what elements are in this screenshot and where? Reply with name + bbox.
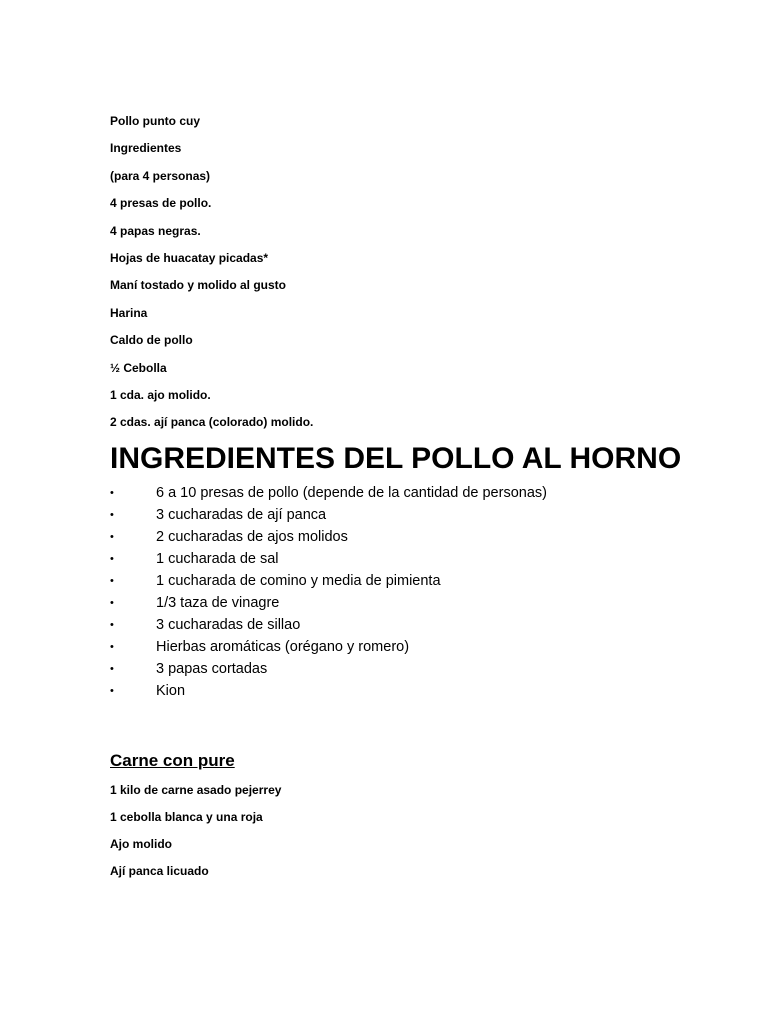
- list-item: [110, 680, 710, 702]
- section-heading: INGREDIENTES DEL POLLO AL HORNO: [110, 442, 682, 476]
- ingredient-line: ½ Cebolla: [110, 360, 167, 375]
- ingredient-line: Ajo molido: [110, 837, 172, 852]
- list-item: [110, 570, 710, 592]
- ingredient-line: 2 cdas. ají panca (colorado) molido.: [110, 415, 314, 430]
- list-item-text: Hierbas aromáticas (orégano y romero): [156, 639, 410, 656]
- recipe-title: Pollo punto cuy: [110, 114, 200, 128]
- ingredient-line: 1 cda. ajo molido.: [110, 387, 211, 402]
- ingredient-line: Hojas de huacatay picadas*: [110, 250, 269, 265]
- bullet-icon: •: [110, 553, 114, 566]
- bullet-icon: •: [110, 641, 114, 654]
- ingredient-line: 1 cebolla blanca y una roja: [110, 810, 263, 825]
- list-item: [110, 592, 710, 614]
- bullet-icon: •: [110, 487, 114, 500]
- ingredient-line: 4 presas de pollo.: [110, 196, 212, 211]
- list-item-text: 1 cucharada de sal: [156, 551, 279, 568]
- list-item: [110, 482, 710, 504]
- bullet-list: [110, 482, 710, 702]
- list-item-text: 2 cucharadas de ajos molidos: [156, 529, 348, 546]
- list-item-text: Kion: [156, 683, 186, 700]
- list-item: [110, 614, 710, 636]
- ingredient-line: Maní tostado y molido al gusto: [110, 278, 287, 293]
- ingredient-line: Ají panca licuado: [110, 864, 209, 879]
- document-page: [110, 113, 710, 890]
- list-item-text: 1/3 taza de vinagre: [156, 595, 280, 612]
- list-item: [110, 548, 710, 570]
- bullet-icon: •: [110, 575, 114, 588]
- list-item-text: 1 cucharada de comino y media de pimienta: [156, 573, 441, 590]
- ingredient-line: Caldo de pollo: [110, 333, 193, 348]
- list-item-text: 3 cucharadas de sillao: [156, 617, 301, 634]
- bullet-icon: •: [110, 531, 114, 544]
- ingredient-line: 4 papas negras.: [110, 223, 201, 238]
- ingredient-line: 1 kilo de carne asado pejerrey: [110, 783, 282, 798]
- list-item: [110, 504, 710, 526]
- list-item-text: 3 cucharadas de ají panca: [156, 507, 327, 524]
- bullet-icon: •: [110, 597, 114, 610]
- list-item-text: 6 a 10 presas de pollo (depende de la cantidad de personas): [156, 485, 547, 502]
- list-item-text: 3 papas cortadas: [156, 661, 268, 678]
- servings-note: (para 4 personas): [110, 168, 211, 183]
- subsection-heading: Carne con pure: [110, 751, 235, 771]
- list-item: [110, 636, 710, 658]
- bullet-icon: •: [110, 685, 114, 698]
- ingredients-label: Ingredientes: [110, 141, 182, 156]
- bullet-icon: •: [110, 663, 114, 676]
- bullet-icon: •: [110, 509, 114, 522]
- ingredient-line: Harina: [110, 305, 148, 320]
- list-item: [110, 658, 710, 680]
- bullet-icon: •: [110, 619, 114, 632]
- list-item: [110, 526, 710, 548]
